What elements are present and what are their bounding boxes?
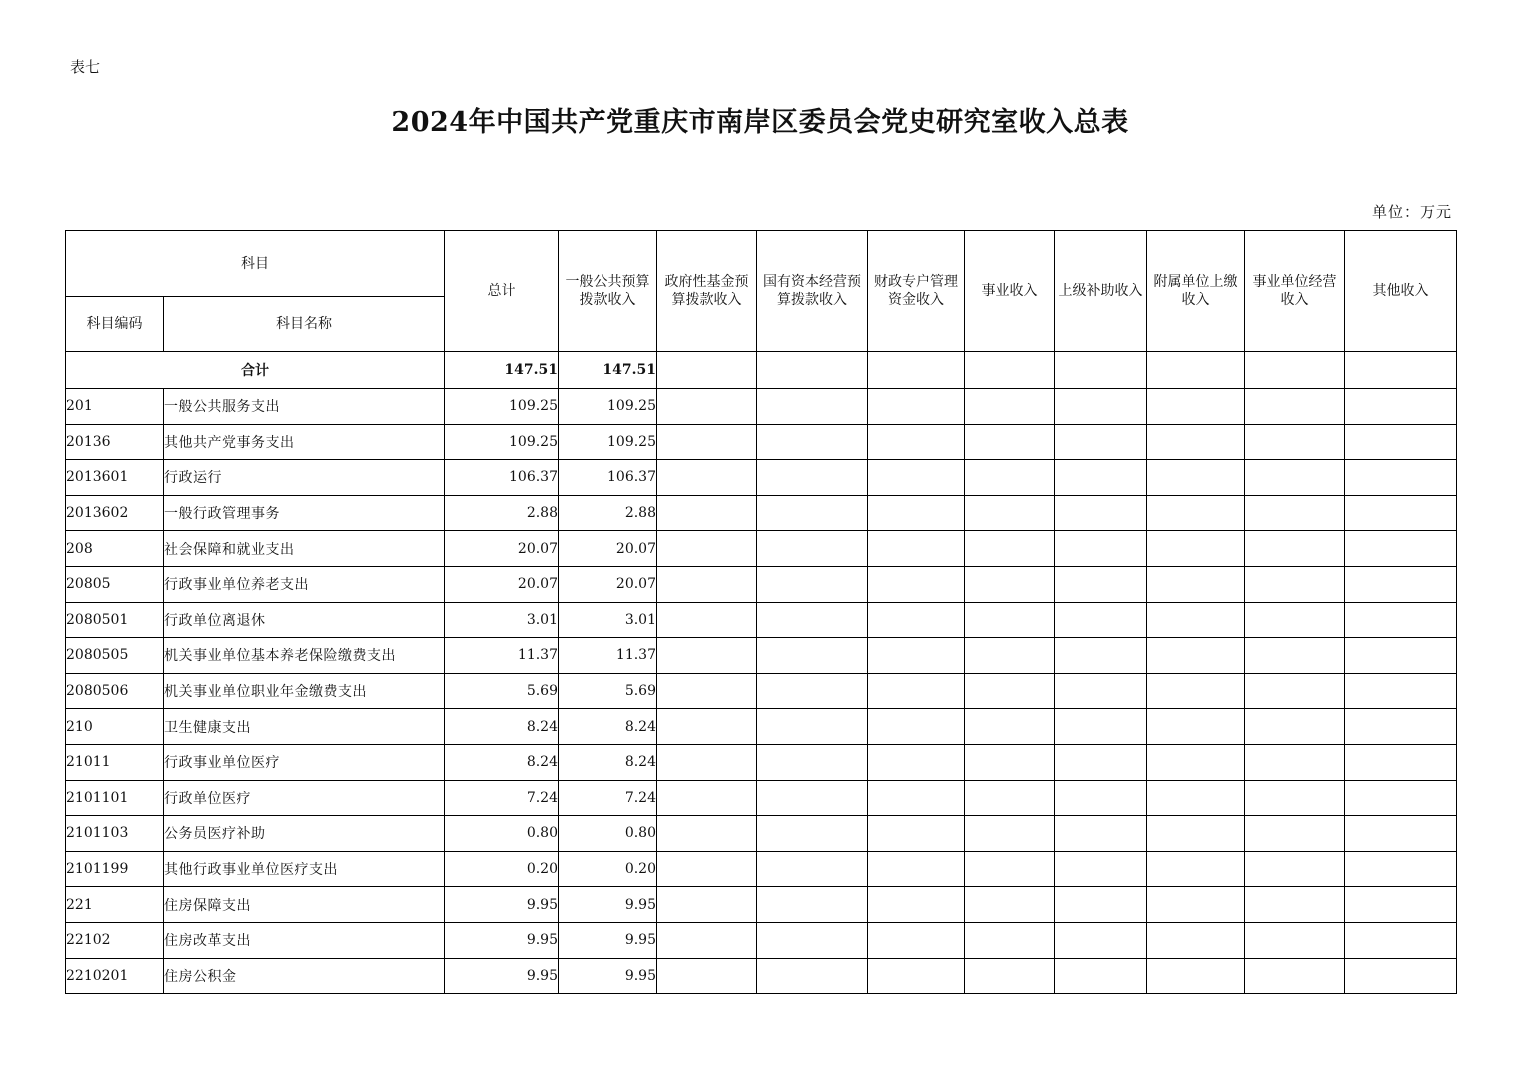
header-subject-code: 科目编码	[66, 297, 164, 352]
header-business-income: 事业收入	[965, 231, 1055, 352]
header-operating-income: 事业单位经营收入	[1245, 231, 1345, 352]
empty-cell	[1055, 887, 1147, 923]
total-cell: 106.37	[445, 460, 559, 496]
empty-cell	[1345, 495, 1457, 531]
empty-cell	[1245, 922, 1345, 958]
empty-cell	[868, 460, 965, 496]
empty-cell	[1055, 531, 1147, 567]
empty-cell	[1147, 424, 1245, 460]
header-state-capital: 国有资本经营预算拨款收入	[757, 231, 868, 352]
empty-cell	[965, 566, 1055, 602]
empty-cell	[1245, 566, 1345, 602]
table-row	[66, 602, 1457, 638]
empty-cell	[657, 958, 757, 994]
empty-cell	[1147, 638, 1245, 674]
table-row	[66, 851, 1457, 887]
empty-cell	[868, 424, 965, 460]
empty-cell	[1055, 780, 1147, 816]
empty-cell	[1055, 424, 1147, 460]
empty-cell	[1245, 709, 1345, 745]
table-row	[66, 709, 1457, 745]
subject-code-cell: 2080506	[66, 673, 164, 709]
subject-name-cell: 机关事业单位职业年金缴费支出	[164, 673, 445, 709]
empty-cell	[965, 744, 1055, 780]
subject-code-cell: 2210201	[66, 958, 164, 994]
empty-cell	[1147, 495, 1245, 531]
empty-cell	[868, 816, 965, 852]
table-row	[66, 780, 1457, 816]
empty-cell	[1055, 673, 1147, 709]
empty-cell	[1345, 460, 1457, 496]
empty-cell	[1345, 389, 1457, 425]
table-row	[66, 566, 1457, 602]
subject-code-cell: 2101199	[66, 851, 164, 887]
total-cell: 3.01	[445, 602, 559, 638]
subject-code-cell: 2080501	[66, 602, 164, 638]
empty-cell	[1345, 673, 1457, 709]
general-budget-cell: 9.95	[559, 887, 657, 923]
total-cell: 109.25	[445, 424, 559, 460]
total-cell: 20.07	[445, 531, 559, 567]
general-budget-cell: 8.24	[559, 709, 657, 745]
empty-cell	[1055, 495, 1147, 531]
table-row	[66, 389, 1457, 425]
empty-cell	[1245, 958, 1345, 994]
table-row	[66, 424, 1457, 460]
total-cell: 2.88	[445, 495, 559, 531]
general-budget-cell: 0.20	[559, 851, 657, 887]
empty-cell	[868, 602, 965, 638]
empty-cell	[1055, 744, 1147, 780]
empty-cell	[1245, 816, 1345, 852]
empty-cell	[965, 495, 1055, 531]
empty-cell	[1147, 673, 1245, 709]
empty-cell	[965, 638, 1055, 674]
empty-cell	[1345, 602, 1457, 638]
empty-cell	[868, 887, 965, 923]
general-budget-cell: 11.37	[559, 638, 657, 674]
subject-name-cell: 一般公共服务支出	[164, 389, 445, 425]
general-budget-cell: 8.24	[559, 744, 657, 780]
empty-cell	[657, 922, 757, 958]
empty-cell	[657, 602, 757, 638]
empty-cell	[1055, 922, 1147, 958]
header-general-budget: 一般公共预算拨款收入	[559, 231, 657, 352]
page-title: 2024年中国共产党重庆市南岸区委员会党史研究室收入总表	[391, 107, 1129, 138]
empty-cell	[965, 922, 1055, 958]
table-row	[66, 673, 1457, 709]
empty-cell	[1147, 887, 1245, 923]
empty-cell	[757, 744, 868, 780]
empty-cell	[657, 816, 757, 852]
empty-cell	[868, 744, 965, 780]
empty-cell	[757, 958, 868, 994]
empty-cell	[868, 389, 965, 425]
table-row	[66, 638, 1457, 674]
subject-name-cell: 住房改革支出	[164, 922, 445, 958]
total-cell: 9.95	[445, 922, 559, 958]
empty-cell	[1345, 958, 1457, 994]
general-budget-cell: 109.25	[559, 424, 657, 460]
empty-cell	[868, 638, 965, 674]
empty-cell	[965, 424, 1055, 460]
subject-name-cell: 其他行政事业单位医疗支出	[164, 851, 445, 887]
empty-cell	[965, 780, 1055, 816]
empty-cell	[757, 638, 868, 674]
subject-name-cell: 住房公积金	[164, 958, 445, 994]
empty-cell	[1147, 922, 1245, 958]
header-other-income: 其他收入	[1345, 231, 1457, 352]
subject-code-cell: 201	[66, 389, 164, 425]
empty-cell	[757, 460, 868, 496]
subject-code-cell: 2013601	[66, 460, 164, 496]
empty-cell	[757, 709, 868, 745]
empty-cell	[657, 673, 757, 709]
empty-cell	[757, 851, 868, 887]
empty-cell	[1345, 922, 1457, 958]
empty-cell	[1345, 851, 1457, 887]
total-cell: 8.24	[445, 744, 559, 780]
subject-code-cell: 208	[66, 531, 164, 567]
table-row	[66, 495, 1457, 531]
empty-cell	[1245, 602, 1345, 638]
total-cell: 0.20	[445, 851, 559, 887]
empty-cell	[657, 495, 757, 531]
empty-cell	[757, 780, 868, 816]
empty-cell	[1147, 958, 1245, 994]
total-cell: 5.69	[445, 673, 559, 709]
unit-label: 单位：万元	[1371, 203, 1452, 221]
empty-cell	[868, 673, 965, 709]
subject-name-cell: 机关事业单位基本养老保险缴费支出	[164, 638, 445, 674]
subject-name-cell: 行政单位离退休	[164, 602, 445, 638]
empty-cell	[757, 816, 868, 852]
subject-code-cell: 20136	[66, 424, 164, 460]
empty-cell	[1055, 460, 1147, 496]
total-cell: 11.37	[445, 638, 559, 674]
header-superior-subsidy: 上级补助收入	[1055, 231, 1147, 352]
general-budget-cell: 9.95	[559, 922, 657, 958]
total-cell: 0.80	[445, 816, 559, 852]
empty-cell	[1345, 531, 1457, 567]
total-cell: 9.95	[445, 887, 559, 923]
empty-cell	[657, 566, 757, 602]
empty-cell	[1245, 424, 1345, 460]
empty-cell	[757, 531, 868, 567]
subject-code-cell: 22102	[66, 922, 164, 958]
subject-name-cell: 卫生健康支出	[164, 709, 445, 745]
empty-cell	[1245, 887, 1345, 923]
empty-cell	[1055, 709, 1147, 745]
empty-cell	[868, 922, 965, 958]
empty-cell	[1055, 958, 1147, 994]
empty-cell	[657, 389, 757, 425]
general-budget-cell: 106.37	[559, 460, 657, 496]
empty-cell	[1245, 531, 1345, 567]
empty-cell	[1147, 566, 1245, 602]
empty-cell	[1345, 780, 1457, 816]
empty-cell	[757, 495, 868, 531]
general-budget-cell: 0.80	[559, 816, 657, 852]
total-label: 合计	[66, 352, 445, 389]
empty-cell	[1245, 460, 1345, 496]
total-row	[66, 352, 1457, 389]
empty-cell	[1147, 389, 1245, 425]
empty-cell	[1055, 389, 1147, 425]
empty-cell	[965, 958, 1055, 994]
table-row	[66, 460, 1457, 496]
empty-cell	[1147, 602, 1245, 638]
empty-cell	[1055, 638, 1147, 674]
subject-code-cell: 210	[66, 709, 164, 745]
total-cell: 109.25	[445, 389, 559, 425]
empty-cell	[965, 460, 1055, 496]
total-cell: 9.95	[445, 958, 559, 994]
empty-cell	[1147, 531, 1245, 567]
empty-cell	[657, 709, 757, 745]
empty-cell	[868, 531, 965, 567]
general-budget-cell: 109.25	[559, 389, 657, 425]
empty-cell	[965, 602, 1055, 638]
empty-cell	[657, 744, 757, 780]
empty-cell	[1345, 638, 1457, 674]
subject-name-cell: 住房保障支出	[164, 887, 445, 923]
empty-cell	[757, 887, 868, 923]
table-label: 表七	[70, 58, 101, 76]
table-row	[66, 531, 1457, 567]
empty-cell	[965, 531, 1055, 567]
header-fiscal-special: 财政专户管理资金收入	[868, 231, 965, 352]
subject-code-cell: 2080505	[66, 638, 164, 674]
subject-code-cell: 2101103	[66, 816, 164, 852]
empty-cell	[868, 495, 965, 531]
empty-cell	[657, 531, 757, 567]
subject-code-cell: 21011	[66, 744, 164, 780]
general-budget-cell: 7.24	[559, 780, 657, 816]
general-budget-cell: 2.88	[559, 495, 657, 531]
table-row	[66, 816, 1457, 852]
income-summary-table	[65, 230, 1457, 994]
subject-name-cell: 行政事业单位养老支出	[164, 566, 445, 602]
total-general-budget: 147.51	[559, 352, 657, 389]
empty-cell	[1245, 389, 1345, 425]
subject-name-cell: 其他共产党事务支出	[164, 424, 445, 460]
empty-cell	[1345, 709, 1457, 745]
empty-cell	[657, 638, 757, 674]
empty-cell	[965, 851, 1055, 887]
header-total: 总计	[445, 231, 559, 352]
subject-name-cell: 一般行政管理事务	[164, 495, 445, 531]
empty-cell	[1245, 638, 1345, 674]
empty-cell	[657, 424, 757, 460]
total-cell: 20.07	[445, 566, 559, 602]
empty-cell	[965, 673, 1055, 709]
empty-cell	[1147, 816, 1245, 852]
total-cell: 7.24	[445, 780, 559, 816]
empty-cell	[965, 709, 1055, 745]
empty-cell	[965, 887, 1055, 923]
empty-cell	[1345, 744, 1457, 780]
empty-cell	[1055, 566, 1147, 602]
empty-cell	[1147, 744, 1245, 780]
general-budget-cell: 20.07	[559, 566, 657, 602]
empty-cell	[757, 922, 868, 958]
empty-cell	[868, 566, 965, 602]
empty-cell	[1345, 816, 1457, 852]
empty-cell	[757, 389, 868, 425]
subject-name-cell: 社会保障和就业支出	[164, 531, 445, 567]
general-budget-cell: 3.01	[559, 602, 657, 638]
table-row	[66, 958, 1457, 994]
total-cell: 8.24	[445, 709, 559, 745]
table-row	[66, 744, 1457, 780]
header-gov-fund: 政府性基金预算拨款收入	[657, 231, 757, 352]
general-budget-cell: 9.95	[559, 958, 657, 994]
total-amount: 147.51	[445, 352, 559, 389]
empty-cell	[1147, 851, 1245, 887]
empty-cell	[1245, 495, 1345, 531]
subject-code-cell: 221	[66, 887, 164, 923]
empty-cell	[1055, 816, 1147, 852]
general-budget-cell: 20.07	[559, 531, 657, 567]
subject-code-cell: 2013602	[66, 495, 164, 531]
general-budget-cell: 5.69	[559, 673, 657, 709]
empty-cell	[757, 673, 868, 709]
empty-cell	[1345, 566, 1457, 602]
empty-cell	[965, 816, 1055, 852]
empty-cell	[1345, 424, 1457, 460]
subject-name-cell: 公务员医疗补助	[164, 816, 445, 852]
subject-code-cell: 2101101	[66, 780, 164, 816]
empty-cell	[757, 424, 868, 460]
empty-cell	[1147, 709, 1245, 745]
subject-name-cell: 行政事业单位医疗	[164, 744, 445, 780]
empty-cell	[1147, 780, 1245, 816]
subject-name-cell: 行政单位医疗	[164, 780, 445, 816]
empty-cell	[965, 389, 1055, 425]
empty-cell	[1245, 673, 1345, 709]
empty-cell	[1245, 744, 1345, 780]
empty-cell	[657, 887, 757, 923]
empty-cell	[657, 851, 757, 887]
empty-cell	[657, 780, 757, 816]
empty-cell	[868, 780, 965, 816]
header-affiliated-income: 附属单位上缴收入	[1147, 231, 1245, 352]
empty-cell	[757, 566, 868, 602]
empty-cell	[868, 709, 965, 745]
empty-cell	[1245, 780, 1345, 816]
empty-cell	[1345, 887, 1457, 923]
empty-cell	[868, 851, 965, 887]
empty-cell	[1147, 460, 1245, 496]
empty-cell	[1245, 851, 1345, 887]
empty-cell	[1055, 602, 1147, 638]
empty-cell	[868, 958, 965, 994]
header-subject-name: 科目名称	[164, 297, 445, 352]
header-subject: 科目	[66, 231, 445, 297]
table-row	[66, 922, 1457, 958]
subject-name-cell: 行政运行	[164, 460, 445, 496]
subject-code-cell: 20805	[66, 566, 164, 602]
empty-cell	[757, 602, 868, 638]
empty-cell	[657, 460, 757, 496]
empty-cell	[1055, 851, 1147, 887]
table-row	[66, 887, 1457, 923]
